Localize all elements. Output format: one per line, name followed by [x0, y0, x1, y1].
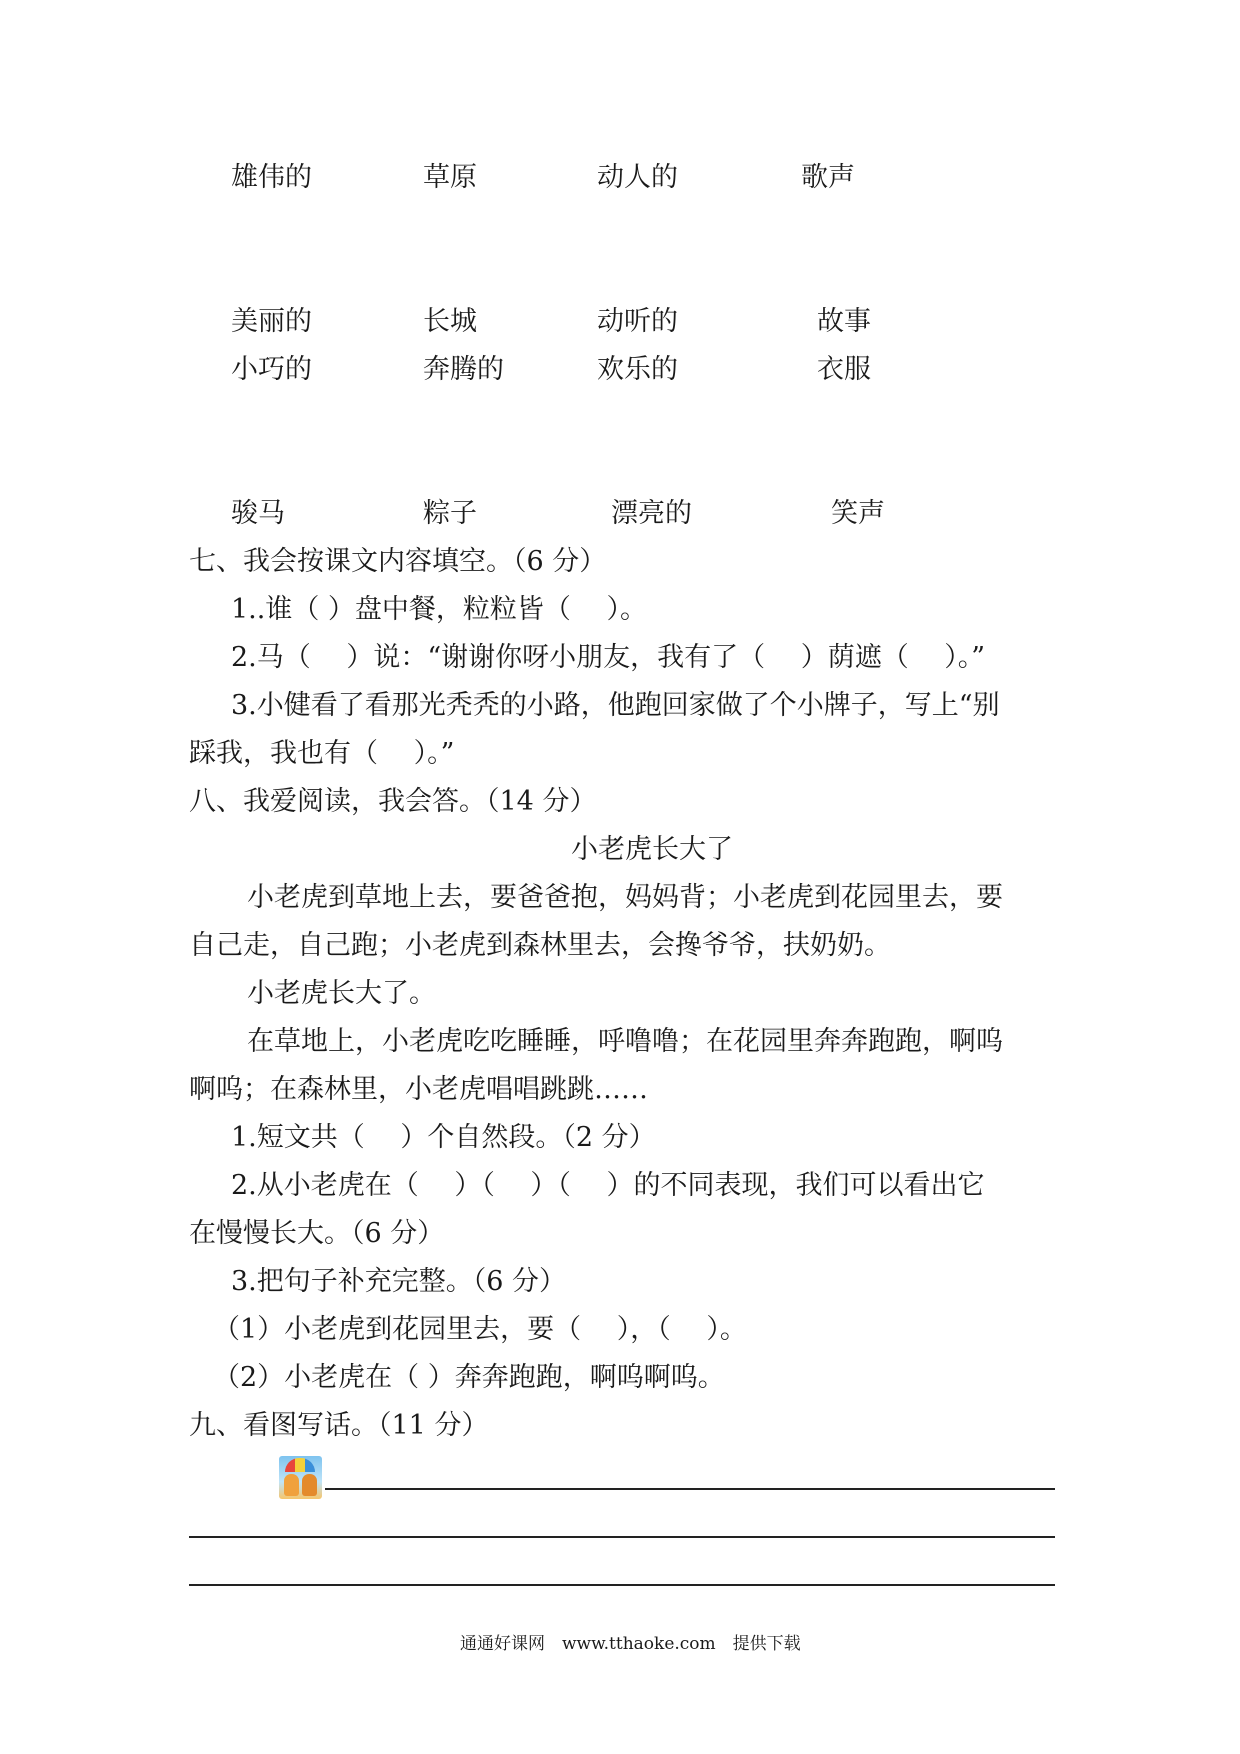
section7-q3-line1: 3.小健看了看那光秃秃的小路，他跑回家做了个小牌子，写上“别	[231, 690, 1000, 721]
children-umbrella-picture-icon	[279, 1456, 322, 1499]
section8-q2-line2: 在慢慢长大。（6 分）	[189, 1218, 445, 1249]
word-row3-col2: 奔腾的	[423, 354, 504, 385]
child-figure-icon	[284, 1474, 299, 1496]
word-row2-col4: 故事	[817, 306, 871, 337]
passage-title: 小老虎长大了	[571, 834, 733, 865]
umbrella-icon	[285, 1458, 315, 1472]
passage-p1-line2: 自己走，自己跑；小老虎到森林里去，会搀爷爷，扶奶奶。	[189, 930, 891, 961]
word-row2-col1: 美丽的	[231, 306, 312, 337]
passage-p1-line1: 小老虎到草地上去，要爸爸抱，妈妈背；小老虎到花园里去，要	[247, 882, 1003, 913]
section8-q1: 1.短文共（ ）个自然段。（2 分）	[231, 1122, 656, 1153]
section8-q2-line1: 2.从小老虎在（ ）（ ）（ ）的不同表现，我们可以看出它	[231, 1170, 985, 1201]
section9-heading: 九、看图写话。（11 分）	[189, 1410, 489, 1441]
writing-line-1[interactable]	[325, 1488, 1055, 1490]
passage-p3-line1: 在草地上，小老虎吃吃睡睡，呼噜噜；在花园里奔奔跑跑，啊呜	[247, 1026, 1003, 1057]
passage-p2: 小老虎长大了。	[247, 978, 436, 1009]
section7-q1: 1..谁（ ）盘中餐，粒粒皆（ ）。	[231, 594, 648, 625]
word-row2-col2: 长城	[423, 306, 477, 337]
word-row3-col3: 欢乐的	[597, 354, 678, 385]
writing-line-3[interactable]	[189, 1584, 1055, 1586]
section8-heading: 八、我爱阅读，我会答。（14 分）	[189, 786, 597, 817]
writing-line-2[interactable]	[189, 1536, 1055, 1538]
footer-credit: 通通好课网 www.tthaoke.com 提供下载	[460, 1634, 801, 1654]
word-row1-col4: 歌声	[801, 162, 855, 193]
word-row4-col1: 骏马	[231, 498, 285, 529]
word-row1-col1: 雄伟的	[231, 162, 312, 193]
word-row3-col4: 衣服	[817, 354, 871, 385]
section8-q3: 3.把句子补充完整。（6 分）	[231, 1266, 567, 1297]
word-row4-col4: 笑声	[831, 498, 885, 529]
section7-q3-line2: 踩我，我也有（ ）。”	[189, 738, 455, 769]
child-figure-icon	[302, 1474, 317, 1496]
word-row4-col2: 粽子	[423, 498, 477, 529]
section7-q2: 2.马（ ）说：“谢谢你呀小朋友，我有了（ ）荫遮（ ）。”	[231, 642, 986, 673]
section8-q3-a: （1）小老虎到花园里去，要（ ），（ ）。	[213, 1314, 747, 1345]
word-row4-col3: 漂亮的	[611, 498, 692, 529]
word-row3-col1: 小巧的	[231, 354, 312, 385]
section7-heading: 七、我会按课文内容填空。（6 分）	[189, 546, 607, 577]
word-row1-col2: 草原	[423, 162, 477, 193]
passage-p3-line2: 啊呜；在森林里，小老虎唱唱跳跳……	[189, 1074, 648, 1105]
word-row2-col3: 动听的	[597, 306, 678, 337]
word-row1-col3: 动人的	[597, 162, 678, 193]
section8-q3-b: （2）小老虎在（ ）奔奔跑跑，啊呜啊呜。	[213, 1362, 725, 1393]
